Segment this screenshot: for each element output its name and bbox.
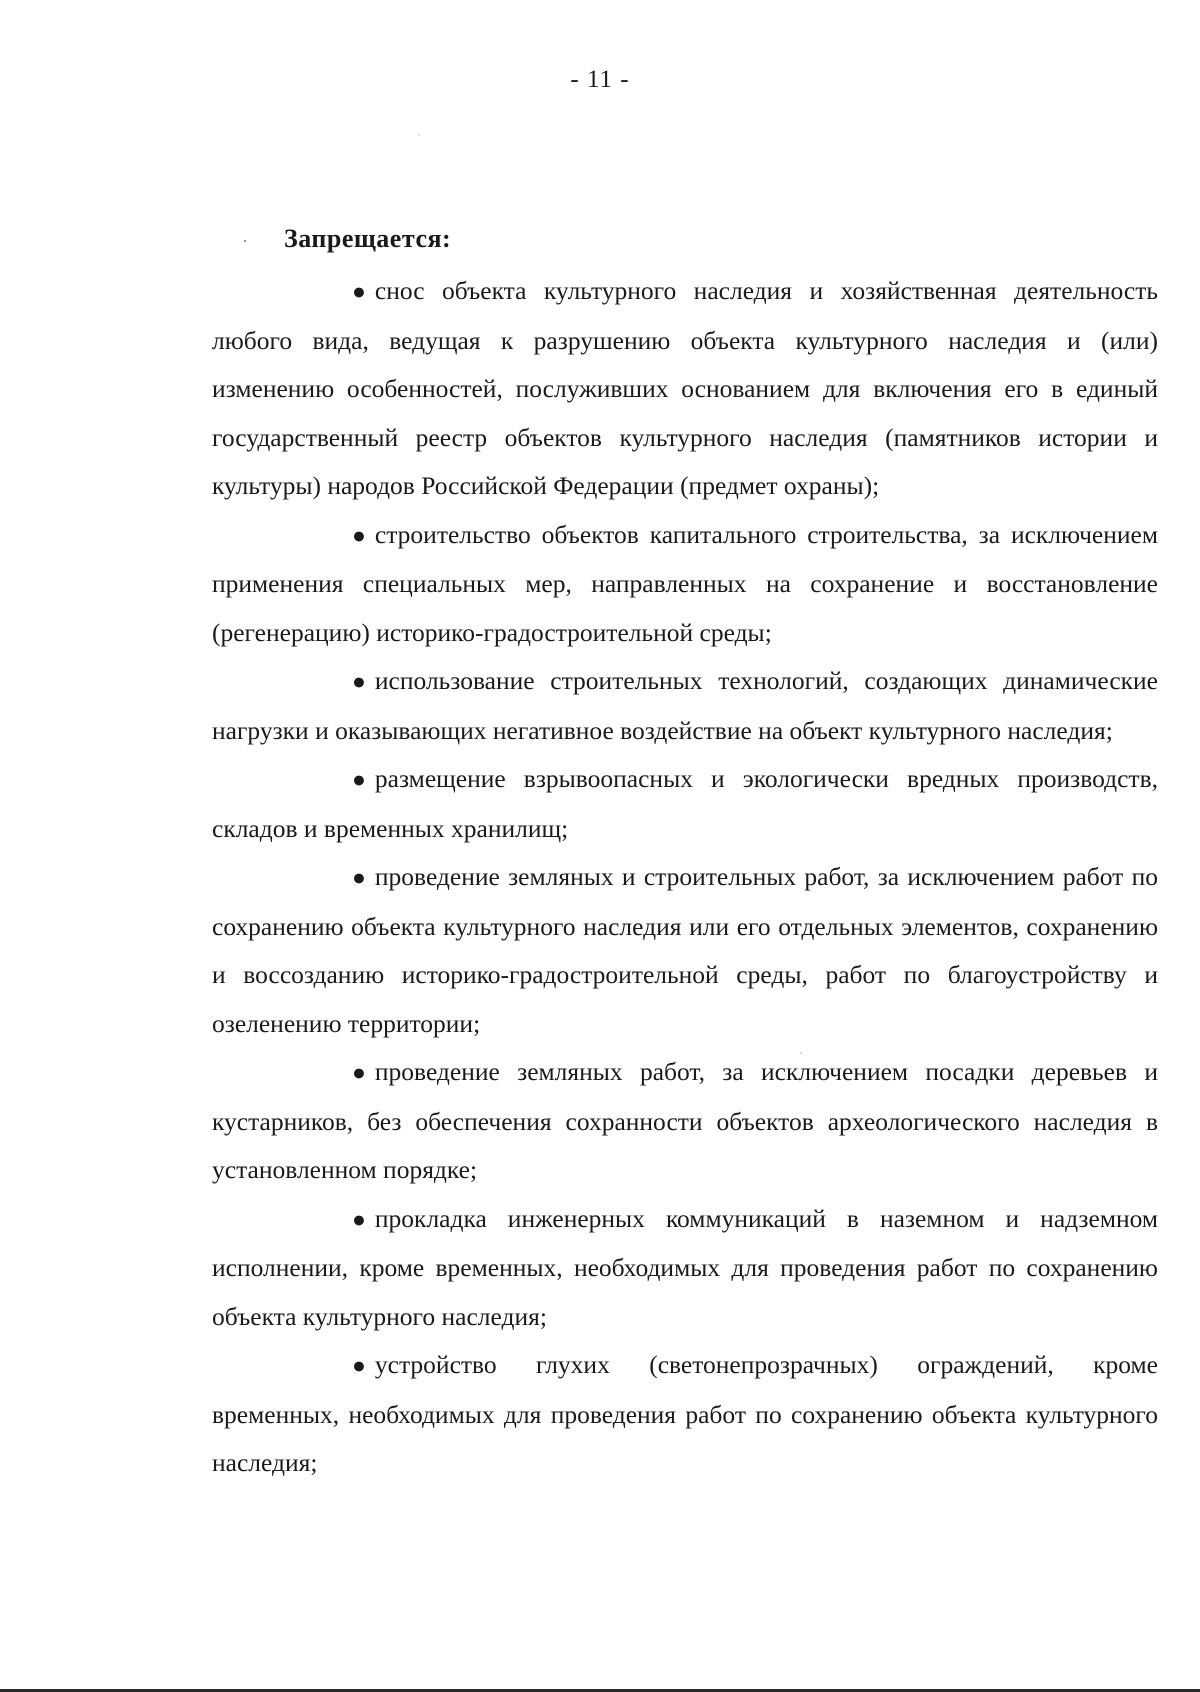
list-item [212,657,1158,755]
list-item-text: проведение земляных работ, за исключением посадки деревьев и кустарников, без обеспечения сохранности объектов археологического наследия в установленном порядке; [212,1057,1158,1184]
list-item [212,1048,1158,1195]
list-item-text: строительство объектов капитального строительства, за исключением применения специальных мер, направленных на сохранение и восстановление (регенерацию) историко-градостроительной среды; [212,519,1158,647]
list-item-text: использование строительных технологий, создающих динамические нагрузки и оказывающих негативное воздействие на объект культурного наследия; [212,666,1158,745]
bullet-icon: ● [352,1353,366,1378]
list-item-text: проведение земляных и строительных работ, за исключением работ по сохранению объекта культурного наследия или его отдельных элементов, сохранению и воссозданию историко-градостроительной среды, работ по благоустройству и озеленению территории; [212,862,1158,1038]
scan-speck [244,240,246,242]
page-number: - 11 - [570,66,630,93]
list-item-text: устройство глухих (светонепрозрачных) ограждений, кроме временных, необходимых для проведения работ по сохранению объекта культурного наследия; [212,1350,1158,1477]
prohibitions-list [212,267,1158,1488]
bullet-icon: ● [352,767,366,792]
section-heading: Запрещается: [284,224,452,253]
scan-speck [800,1052,802,1054]
list-item [212,1341,1158,1488]
bullet-icon: ● [352,279,366,304]
list-item [212,1195,1158,1342]
list-item [212,511,1158,658]
bullet-icon: ● [352,865,366,890]
bullet-icon: ● [352,1060,366,1085]
list-item [212,755,1158,853]
bullet-icon: ● [352,1206,366,1232]
list-item-text: размещение взрывоопасных и экологически вредных производств, складов и временных хранилищ; [212,764,1158,843]
bullet-icon: ● [352,669,366,694]
list-item-text: снос объекта культурного наследия и хозяйственная деятельность любого вида, ведущая к разрушению объекта культурного наследия и (или) изменению особенностей, послуживших основанием для включения его в единый государственный реестр объектов культурного наследия (памятников истории и культуры) народов Российской Федерации (предмет охраны); [212,276,1158,500]
list-item [212,267,1158,511]
list-item-text: прокладка инженерных коммуникаций в наземном и надземном исполнении, кроме временных, необходимых для проведения работ по сохранению объекта культурного наследия; [212,1203,1158,1331]
scan-speck [418,134,420,136]
list-item [212,853,1158,1048]
bullet-icon: ● [352,522,366,548]
